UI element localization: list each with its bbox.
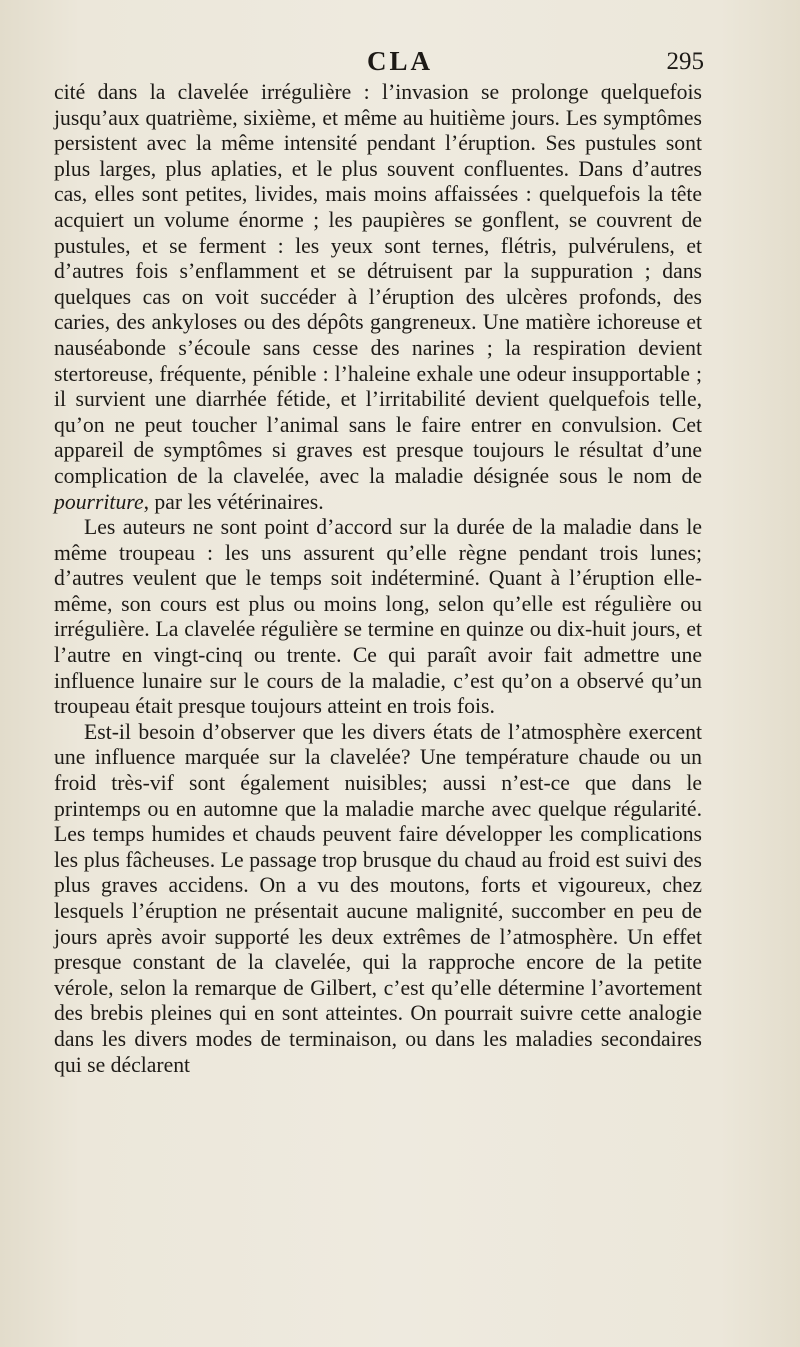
paragraph-2: Les auteurs ne sont point d’accord sur la durée de la maladie dans le même troupeau : les uns assurent qu’elle règne pendant trois lunes; d’autres veulent que le temps soit indéterminé. Quant à l’éruption elle-même, son cours est plus ou moins long, selon qu’elle est régulière ou irrégulière. La clavelée régulière se termine en quinze ou dix-huit jours, et l’autre en vingt-cinq ou trente. Ce qui paraît avoir fait admettre une influence lunaire sur le cours de la maladie, c’est qu’on a observé qu’un troupeau était presque toujours atteint en trois fois.: [54, 515, 702, 719]
paragraph-1: [54, 80, 702, 515]
paragraph-3: Est-il besoin d’observer que les divers états de l’atmosphère exercent une influence marquée sur la clavelée? Une température chaude ou un froid très-vif sont également nuisibles; aussi n’est-ce que dans le printemps ou en automne que la maladie marche avec quelque régularité. Les temps humides et chauds peuvent faire développer les complications les plus fâcheuses. Le passage trop brusque du chaud au froid est suivi des plus graves accidens. On a vu des moutons, forts et vigoureux, chez lesquels l’éruption ne présentait aucune malignité, succomber en peu de jours après avoir supporté les deux extrêmes de l’atmosphère. Un effet presque constant de la clavelée, qui la rapproche encore de la petite vérole, selon la remarque de Gilbert, c’est qu’elle détermine l’avortement des brebis pleines qui en sont atteintes. On pourrait suivre cette analogie dans les divers modes de terminaison, ou dans les maladies secondaires qui se déclarent: [54, 719, 702, 1077]
body-text: [54, 80, 702, 1078]
running-head: [0, 46, 800, 80]
paragraph-1-tail: , par les vétérinaires.: [143, 489, 324, 514]
running-head-title: CLA: [366, 46, 433, 76]
paragraph-1-text: cité dans la clavelée irrégulière : l’invasion se prolonge quelquefois jusqu’aux quatrième, sixième, et même au huitième jours. Les symptômes persistent avec la même intensité pendant l’éruption. Ses pustules sont plus larges, plus aplaties, et le plus souvent confluentes. Dans d’autres cas, elles sont petites, livides, mais moins affaissées : quelquefois la tête acquiert un volume énorme ; les paupières se gonflent, se couvrent de pustules, et se ferment : les yeux sont ternes, flétris, pulvérulens, et d’autres fois s’enflamment et se détruisent par la suppuration ; dans quelques cas on voit succéder à l’éruption des ulcères profonds, des caries, des ankyloses ou des dépôts gangreneux. Une matière ichoreuse et nauséabonde s’écoule sans cesse des narines ; la respiration devient stertoreuse, fréquente, pénible : l’haleine exhale une odeur insupportable ; il survient une diarrhée fétide, et l’irritabilité devient quelquefois telle, qu’on ne peut toucher l’animal sans le faire entrer en convulsion. Cet appareil de symptômes si graves est presque toujours le résultat d’une complication de la clavelée, avec la maladie désignée sous le nom de: [54, 80, 702, 488]
italic-term: pourriture: [54, 489, 144, 514]
page-number: 295: [666, 48, 704, 75]
